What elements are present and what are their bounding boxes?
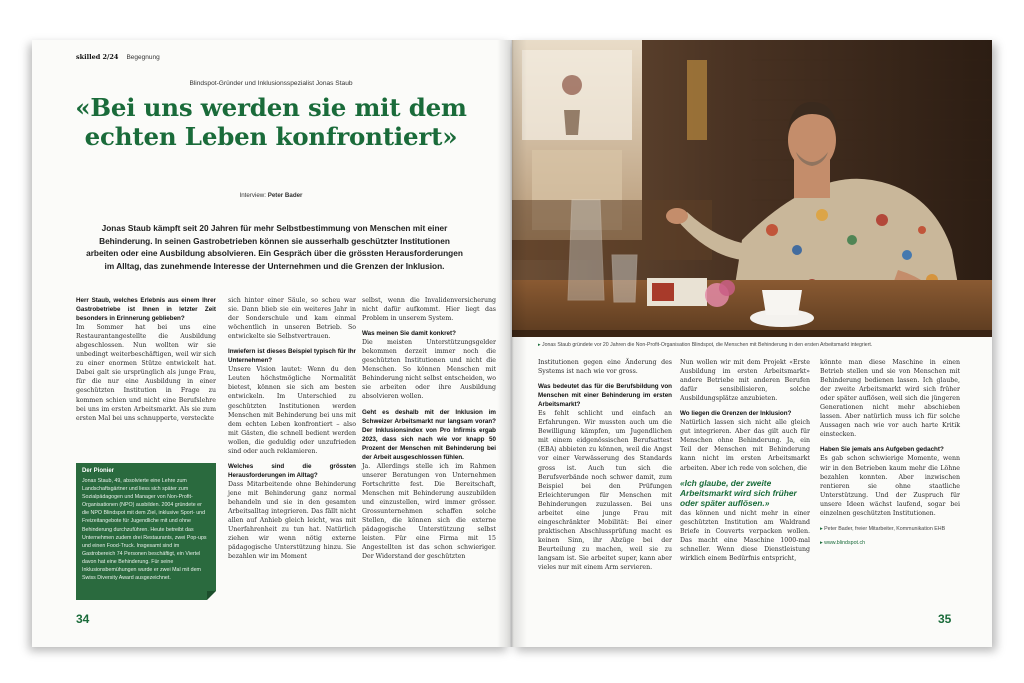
answer: Im Sommer hat bei uns eine Restaurantangestellte die Ausbildung abgeschlossen. Nun wollten wir sie unbedingt weiterbeschäftigen, weil wir sich zu einer enormen Stütze entwickelt hat. Dabei galt sie ursprünglich als junge Frau, für die nur eine Ausbildung in einer geschützten Institution in Frage zu kommen schien und nicht eine Berufslehre bei uns im ersten Arbeitsmarkt. Als sie zum ersten Mal bei uns schnupperte, versteckte bbox=[76, 324, 216, 422]
column-4 bbox=[538, 358, 672, 572]
info-box-title: Der Pionier bbox=[82, 468, 115, 474]
answer: Natürlich lassen sich nicht alle gleich gut integrieren. Aber das gilt auch für Menschen ohne Behinderung. Ja, ein Teil der Menschen mit Behinderung kann nicht im ersten Arbeitsmarkt arbeiten. Aber ich rede von solchen, die bbox=[680, 419, 810, 472]
answer: Es fehlt schlicht und einfach an Erfahrungen. Wir mussten auch um die Bewilligung kämpfen, um Jugendlichen mit einem eidgenössischen Berufsattest (EBA) abbieten zu können, weil die Angst vor einer Verwässerung des Standards gross ist. Auch tun sich die Berufsverbände noch schwer damit, zum Beispiel bei den Prüfungen Erleichterungen für Menschen mit Behinderungen zuzulassen. Bei uns arbeitet eine junge Frau mit eingeschränkter Mobilität: Bei einer praktischen Abschlussprüfung macht es keinen Sinn, ihr Abzüge bei der Beurteilung zu machen, weil sie zu langsam ist. Sie arbeitet super, kann aber vieles nur mit einem Arm servieren. bbox=[538, 410, 672, 572]
magazine-name: skilled 2/24 bbox=[76, 53, 119, 61]
right-page bbox=[512, 40, 992, 647]
caption-arrow-icon: ▸ bbox=[538, 342, 543, 348]
link-arrow-icon: ▸ bbox=[820, 540, 825, 547]
pull-quote: «Ich glaube, der zweite Arbeitsmarkt wird sich früher oder später auflösen.» bbox=[680, 477, 797, 509]
column-3 bbox=[362, 296, 496, 561]
question: Inwiefern ist dieses Beispiel typisch für Ihr Unternehmen? bbox=[228, 348, 356, 365]
article-title: «Bei uns werden sie mit dem echten Leben konfrontiert» bbox=[75, 93, 467, 151]
answer: Dass Mitarbeitende ohne Behinderung jene mit Behinderung ganz normal behandeln und sie in den gesamten Arbeitsalltag integrieren. Das fällt nicht allen auf Anhieb gleich leicht, was mit Unerfahrenheit zu tun hat. Natürlich ziehen wir wenn nötig externe pädagogische Unterstützung hinzu. Sie bezahlen wir im Moment bbox=[228, 480, 356, 561]
column-2 bbox=[228, 296, 356, 561]
answer: selbst, wenn die Invalidenversicherung nicht dafür aufkommt. Hier liegt das Problem in unserem System. bbox=[362, 297, 496, 323]
question: Herr Staub, welches Erlebnis aus einem Ihrer Gastrobetriebe ist Ihnen in letzter Zeit besonders in Erinnerung geblieben? bbox=[76, 297, 216, 323]
magazine-spread bbox=[32, 40, 992, 647]
question: Was bedeutet das für die Berufsbildung von Menschen mit einer Behinderung im ersten Arbeitsmarkt? bbox=[538, 383, 672, 409]
answer: Nun wollen wir mit dem Projekt «Erste Ausbildung im ersten Arbeitsmarkt» andere Betriebe mit anderen Berufen dafür sensibilisieren, solche Ausbildungsplätze anzubieten. bbox=[680, 359, 810, 403]
info-box-text: Jonas Staub, 49, absolvierte eine Lehre zum Landschaftsgärtner und liess sich später zum Sozialpädagogen und Manager von Non-Profit-Organisationen (NPO) ausbilden. 2004 gründete er die NPO Blindspot mit dem Ziel, inklusive Sport- und Freizeitangebote für Jugendliche mit und ohne Behinderung durchzuführen. Heute betreibt das Unternehmen zudem drei Restaurants, zwei Pop-ups und einen Food-Truck. Insgesamt sind im Gastrobereich 74 Personen beschäftigt, ein Viertel davon hat eine Behinderung. Für seine Inklusionsbemühungen wurde er zwei Mal mit dem Swiss Diversity Award ausgezeichnet. bbox=[82, 478, 207, 582]
website-text[interactable]: www.blindspot.ch bbox=[824, 540, 866, 547]
question: Was meinen Sie damit konkret? bbox=[362, 330, 456, 338]
portrait-photo bbox=[512, 40, 992, 337]
answer: das können und nicht mehr in einer geschützten Institution am Waldrand Briefe in Couverts verpacken wollen. Das macht eine Maschine 1000-mal schneller. Wenn diese Dienstleistung wirklich einem Bedürfnis entspricht, bbox=[680, 509, 810, 563]
page-number-right: 35 bbox=[938, 612, 952, 626]
author-arrow-icon: ▸ bbox=[820, 525, 825, 532]
question: Haben Sie jemals ans Aufgeben gedacht? bbox=[820, 446, 944, 454]
question: Welches sind die grössten Herausforderungen im Alltag? bbox=[228, 462, 356, 479]
answer: sich hinter einer Säule, so scheu war sie. Dann blieb sie ein weiteres Jahr in der Sonderschule und kam einmal wöchentlich in unseren Betrieb. So entwickelte sie Selbstvertrauen. bbox=[228, 297, 356, 341]
answer: könnte man diese Maschine in einen Betrieb stellen und sie von Menschen mit Behinderung bedienen lassen. Ich glaube, der zweite Arbeitsmarkt wird sich früher oder später auflösen, weil sich die jüngeren Generationen nicht mehr abschieben lassen. Aber natürlich muss ich für solche Aussagen nach wie vor auch harte Kritik einstecken. bbox=[820, 359, 960, 439]
question: Wo liegen die Grenzen der Inklusion? bbox=[680, 410, 792, 418]
column-1 bbox=[76, 296, 216, 423]
column-6 bbox=[820, 358, 960, 548]
answer: Institutionen gegen eine Änderung des Systems ist nach wie vor gross. bbox=[538, 359, 672, 376]
author-text: Peter Bader, freier Mitarbeiter, Kommunikation EHB bbox=[824, 525, 946, 532]
page-number-left: 34 bbox=[76, 612, 90, 626]
answer: Ja. Allerdings stelle ich im Rahmen unserer Beratungen von Unternehmen Fortschritte fest. Die Bereitschaft, Menschen mit Behinderung auszubilden und einzustellen, wird immer grösser. Grossunternehmen schaffen solche Stellen, die können sich die externe pädagogische Unterstützung selbst leisten. Für eine Firma mit 15 Angestellten ist das schon schwieriger. Der Widerstand der geschützten bbox=[362, 462, 496, 561]
page-fold-corner bbox=[207, 591, 216, 600]
byline bbox=[32, 192, 510, 199]
byline-prefix: Interview: bbox=[239, 192, 266, 199]
left-page bbox=[32, 40, 510, 647]
byline-author: Peter Bader bbox=[267, 192, 303, 199]
kicker: Blindspot-Gründer und Inklusionsspezialist Jonas Staub bbox=[189, 80, 353, 87]
question: Geht es deshalb mit der Inklusion im Schweizer Arbeitsmarkt nur langsam voran? Der Inklusionsindex von Pro Infirmis ergab 2023, dass sich nach wie vor knapp 50 Prozent der Menschen mit Behinderung bei der Arbeit ausgeschlossen fühlen. bbox=[362, 408, 496, 461]
caption-text: Jonas Staub gründete vor 20 Jahren die Non-Profit-Organisation Blindspot, die Menschen mit Behinderung in den ersten Arbeitsmarkt integriert. bbox=[542, 342, 873, 348]
website-link[interactable] bbox=[820, 539, 960, 548]
photo-caption bbox=[538, 342, 978, 348]
info-box-der-pionier bbox=[76, 463, 216, 600]
lead-paragraph: Jonas Staub kämpft seit 20 Jahren für mehr Selbstbestimmung von Menschen mit einer Behinderung. In seinen Gastrobetrieben können sie ausserhalb geschützter Institutionen arbeiten oder eine Ausbildung absolvieren. Ein Gespräch über die grössten Herausforderungen im Alltag, das zunehmende Interesse der Unternehmen und die Grenzen der Inklusion. bbox=[86, 223, 463, 271]
answer: Unsere Vision lautet: Wenn du den Leuten höchstmögliche Normalität bietest, können sie sich am besten entwickeln. Im Unterschied zu geschützten Institutionen werden Menschen mit Behinderung bei uns mit dem echten Leben konfrontiert – also mit Gästen, die schnell bedient werden wollen, die geduldig oder unzufrieden sind oder auch reklamieren. bbox=[228, 366, 356, 455]
running-header bbox=[76, 53, 160, 61]
author-credit bbox=[820, 526, 960, 534]
column-5 bbox=[680, 358, 810, 563]
answer: Die meisten Unterstützungsgelder bekommen derzeit immer noch die geschützten Institutionen und nicht die Menschen. So können Menschen mit Behinderung nicht selbst entscheiden, wo sie arbeiten oder ihre Ausbildung absolvieren wollen. bbox=[362, 339, 496, 401]
section-name: Begegnung bbox=[126, 54, 160, 61]
photo-illustration bbox=[512, 40, 992, 337]
answer: Es gab schon schwierige Momente, wenn wir in den Betrieben kaum mehr die Löhne bezahlen konnten. Aber inzwischen rentieren sie ohne staatliche Unterstützung. Und der Zuspruch für unsere Ideen wächst laufend, sogar bei einzelnen geschützten Institutionen. bbox=[820, 455, 960, 517]
